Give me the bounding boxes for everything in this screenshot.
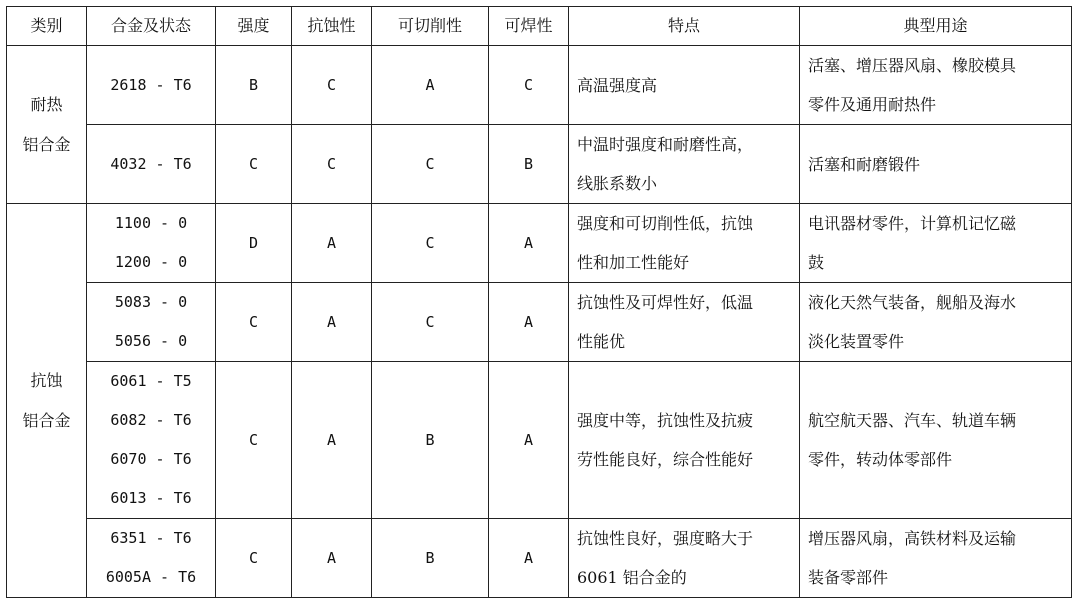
uses-cell: 航空航天器、汽车、轨道车辆 零件，转动体零部件 [800, 362, 1072, 519]
features-cell: 抗蚀性及可焊性好，低温 性能优 [569, 283, 800, 362]
corrosion-cell: C [292, 46, 372, 125]
strength-cell: C [216, 125, 292, 204]
strength-cell: D [216, 204, 292, 283]
weldability-cell: A [489, 519, 569, 598]
table-row [7, 283, 1072, 362]
weldability-cell: A [489, 204, 569, 283]
uses-cell: 增压器风扇，高铁材料及运输 装备零部件 [800, 519, 1072, 598]
uses-cell: 电讯器材零件，计算机记忆磁 鼓 [800, 204, 1072, 283]
table-row [7, 204, 1072, 283]
machinability-cell: A [372, 46, 489, 125]
header-corrosion: 抗蚀性 [292, 7, 372, 46]
table-row [7, 46, 1072, 125]
machinability-cell: C [372, 125, 489, 204]
header-machinability: 可切削性 [372, 7, 489, 46]
weldability-cell: B [489, 125, 569, 204]
features-cell: 高温强度高 [569, 46, 800, 125]
header-category: 类别 [7, 7, 87, 46]
header-uses: 典型用途 [800, 7, 1072, 46]
category-cell: 抗蚀 铝合金 [7, 204, 87, 598]
corrosion-cell: C [292, 125, 372, 204]
header-features: 特点 [569, 7, 800, 46]
features-cell: 抗蚀性良好，强度略大于 6061 铝合金的 [569, 519, 800, 598]
alloy-cell: 5083 - 0 5056 - 0 [87, 283, 216, 362]
machinability-cell: B [372, 519, 489, 598]
corrosion-cell: A [292, 519, 372, 598]
uses-cell: 液化天然气装备，舰船及海水 淡化装置零件 [800, 283, 1072, 362]
machinability-cell: B [372, 362, 489, 519]
features-cell: 强度中等，抗蚀性及抗疲 劳性能良好，综合性能好 [569, 362, 800, 519]
table-row [7, 125, 1072, 204]
corrosion-cell: A [292, 204, 372, 283]
alloy-table [6, 6, 1072, 598]
header-weldability: 可焊性 [489, 7, 569, 46]
header-alloy: 合金及状态 [87, 7, 216, 46]
alloy-cell: 6351 - T6 6005A - T6 [87, 519, 216, 598]
alloy-cell: 6061 - T5 6082 - T6 6070 - T6 6013 - T6 [87, 362, 216, 519]
corrosion-cell: A [292, 362, 372, 519]
header-strength: 强度 [216, 7, 292, 46]
uses-cell: 活塞、增压器风扇、橡胶模具 零件及通用耐热件 [800, 46, 1072, 125]
category-cell: 耐热 铝合金 [7, 46, 87, 204]
weldability-cell: A [489, 362, 569, 519]
weldability-cell: A [489, 283, 569, 362]
corrosion-cell: A [292, 283, 372, 362]
alloy-cell: 4032 - T6 [87, 125, 216, 204]
alloy-cell: 2618 - T6 [87, 46, 216, 125]
alloy-cell: 1100 - 0 1200 - 0 [87, 204, 216, 283]
strength-cell: C [216, 283, 292, 362]
weldability-cell: C [489, 46, 569, 125]
uses-cell: 活塞和耐磨锻件 [800, 125, 1072, 204]
strength-cell: B [216, 46, 292, 125]
table-row [7, 519, 1072, 598]
features-cell: 强度和可切削性低，抗蚀 性和加工性能好 [569, 204, 800, 283]
machinability-cell: C [372, 283, 489, 362]
machinability-cell: C [372, 204, 489, 283]
header-row [7, 7, 1072, 46]
strength-cell: C [216, 362, 292, 519]
strength-cell: C [216, 519, 292, 598]
table-row [7, 362, 1072, 519]
features-cell: 中温时强度和耐磨性高， 线胀系数小 [569, 125, 800, 204]
